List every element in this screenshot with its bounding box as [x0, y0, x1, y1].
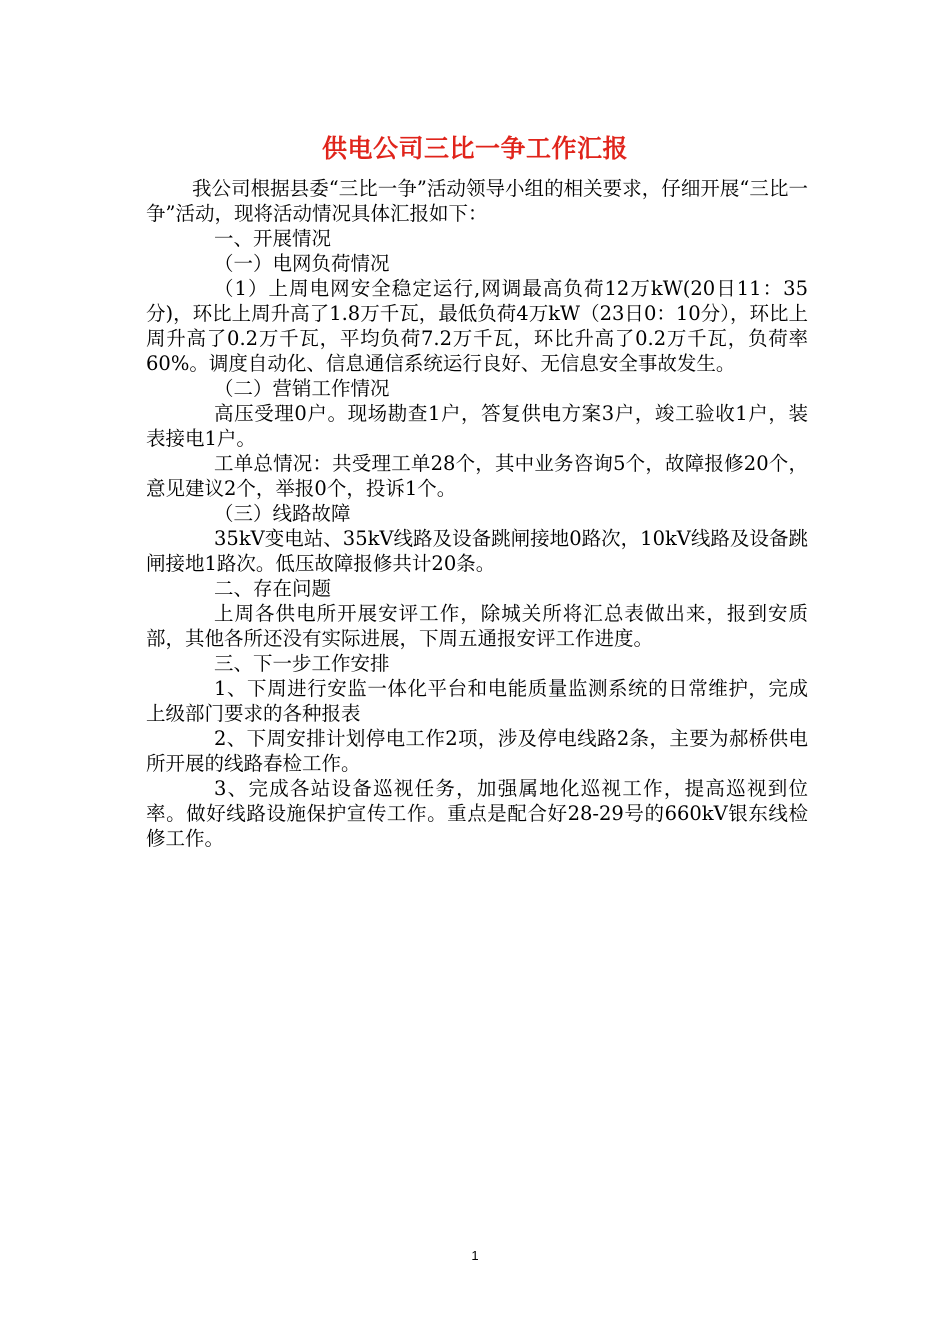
subsection-heading-marketing: （二）营销工作情况	[214, 377, 390, 400]
next-step-item-3: 3、完成各站设备巡视任务，加强属地化巡视工作，提高巡视到位率。做好线路设施保护宣传工作。重点是配合好28-29号的660kV银东线检修工作。	[146, 777, 808, 850]
intro-paragraph: 我公司根据县委“三比一争”活动领导小组的相关要求，仔细开展“三比一争”活动，现将活动情况具体汇报如下：	[146, 177, 808, 225]
section-heading-3: 三、下一步工作安排	[214, 652, 390, 675]
subsection-heading-line-faults: （三）线路故障	[214, 502, 351, 525]
problems-paragraph: 上周各供电所开展安评工作，除城关所将汇总表做出来，报到安质部，其他各所还没有实际进展，下周五通报安评工作进度。	[146, 602, 808, 650]
next-step-item-1: 1、下周进行安监一体化平台和电能质量监测系统的日常维护，完成上级部门要求的各种报表	[146, 677, 808, 725]
next-step-item-2: 2、下周安排计划停电工作2项，涉及停电线路2条，主要为郝桥供电所开展的线路春检工作。	[146, 727, 808, 775]
section-heading-2: 二、存在问题	[214, 577, 332, 600]
document-title: 供电公司三比一争工作汇报	[321, 134, 628, 163]
work-order-paragraph: 工单总情况：共受理工单28个，其中业务咨询5个，故障报修20个，意见建议2个，举报0个，投诉1个。	[146, 452, 808, 500]
document-body	[146, 176, 808, 851]
subsection-heading-grid-load: （一）电网负荷情况	[214, 252, 390, 275]
marketing-paragraph: 高压受理0户。现场勘查1户，答复供电方案3户，竣工验收1户，装表接电1户。	[146, 402, 808, 450]
page-number: 1	[471, 1248, 479, 1263]
section-heading-1: 一、开展情况	[214, 227, 332, 250]
grid-load-paragraph: （1）上周电网安全稳定运行,网调最高负荷12万kW(20日11：35分)，环比上周升高了1.8万千瓦，最低负荷4万kW（23日0：10分），环比上周升高了0.2万千瓦，平均负荷7.2万千瓦，环比升高了0.2万千瓦，负荷率60%。调度自动化、信息通信系统运行良好、无信息安全事故发生。	[146, 277, 808, 375]
line-faults-paragraph: 35kV变电站、35kV线路及设备跳闸接地0路次，10kV线路及设备跳闸接地1路次。低压故障报修共计20条。	[146, 527, 808, 575]
